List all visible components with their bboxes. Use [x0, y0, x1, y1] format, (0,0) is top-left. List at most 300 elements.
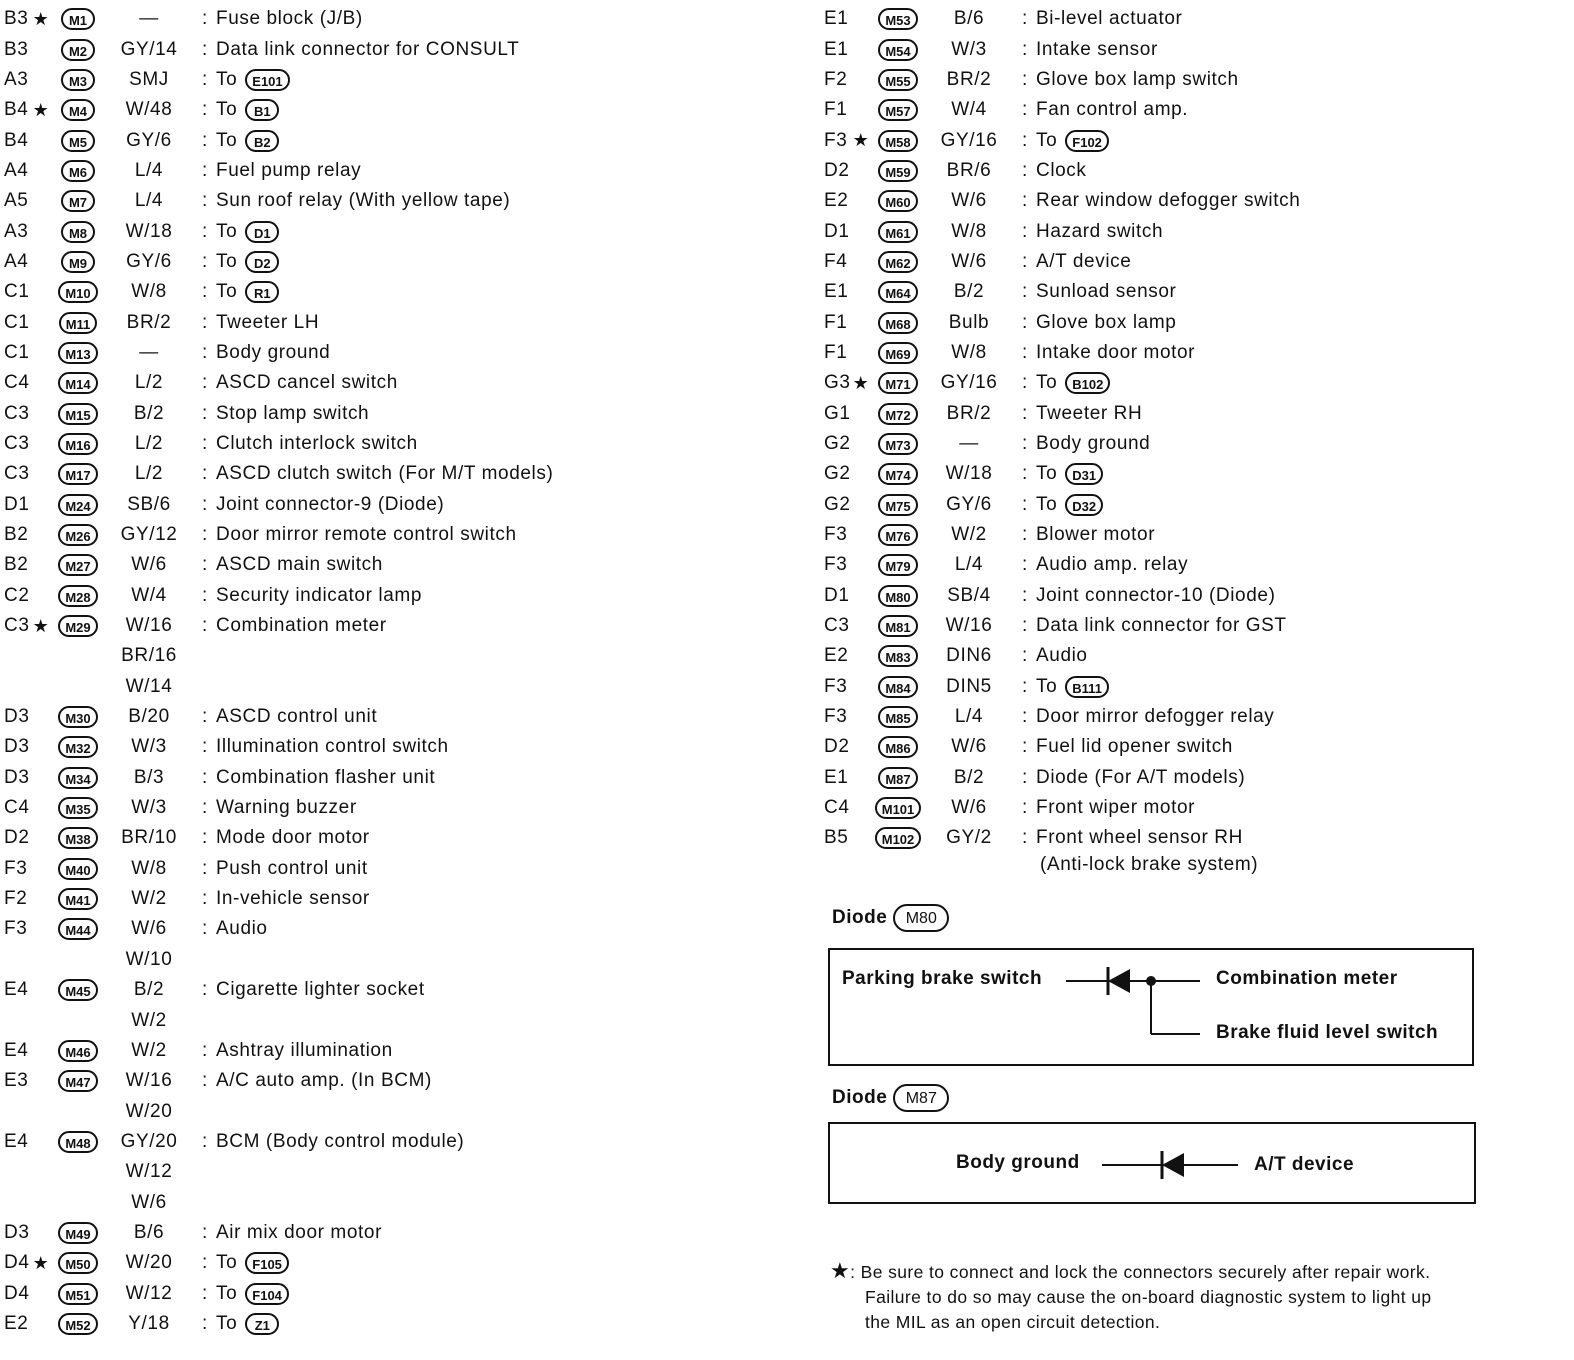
separator: : — [1022, 341, 1028, 363]
connector-badge: M55 — [878, 69, 917, 91]
description-text: Door mirror remote control switch — [216, 524, 517, 546]
grid-location: F2 — [4, 888, 28, 910]
connector-row — [824, 550, 1564, 580]
separator: : — [202, 888, 208, 910]
wire-spec: GY/14 — [120, 38, 178, 60]
separator: : — [202, 615, 208, 637]
wire-spec: W/14 — [125, 675, 173, 697]
connector-badge: M28 — [58, 585, 97, 607]
grid-location: B5 — [824, 827, 849, 849]
connector-badge-wrap — [872, 8, 924, 30]
connector-badge-wrap — [52, 1222, 104, 1244]
connector-description — [216, 160, 361, 182]
connector-description — [1036, 645, 1088, 667]
connector-row — [824, 95, 1564, 125]
connector-row — [824, 156, 1564, 186]
grid-location: F2 — [824, 68, 848, 90]
grid-location: F3 — [4, 918, 28, 940]
connector-row — [4, 823, 804, 853]
wire-spec: Y/18 — [128, 1312, 170, 1334]
separator: : — [202, 190, 208, 212]
connector-badge: M68 — [878, 312, 917, 334]
connector-row — [824, 307, 1564, 337]
grid-location: F1 — [824, 311, 848, 333]
separator: : — [202, 1252, 208, 1274]
wire-spec: W/16 — [945, 615, 993, 637]
connector-badge-wrap — [52, 312, 104, 334]
connector-row — [4, 641, 804, 671]
connector-badge: M41 — [58, 888, 97, 910]
connector-row — [4, 247, 804, 277]
separator: : — [1022, 250, 1028, 272]
grid-location: B4 — [4, 129, 29, 151]
connector-badge-wrap — [52, 1040, 104, 1062]
grid-location: F3 — [4, 857, 28, 879]
connector-row — [4, 854, 804, 884]
description-text: To — [216, 129, 238, 151]
description-text: Combination flasher unit — [216, 766, 436, 788]
grid-location: C1 — [4, 341, 30, 363]
wire-spec: W/2 — [131, 888, 167, 910]
description-text: Clutch interlock switch — [216, 432, 418, 454]
wire-spec: W/18 — [945, 463, 993, 485]
connector-badge: M75 — [878, 494, 917, 516]
description-text: ASCD clutch switch (For M/T models) — [216, 463, 554, 485]
diode-m80-title — [832, 904, 949, 932]
connector-description — [216, 312, 319, 334]
description-text: A/C auto amp. (In BCM) — [216, 1070, 432, 1092]
diode-m87-title — [832, 1084, 949, 1112]
separator: : — [1022, 68, 1028, 90]
connector-row — [4, 945, 804, 975]
target-connector-badge: Z1 — [245, 1313, 279, 1335]
connector-badge: M30 — [58, 706, 97, 728]
connector-description — [1036, 615, 1287, 637]
wire-spec: B/2 — [953, 281, 985, 303]
connector-badge: M11 — [59, 312, 98, 334]
connector-badge-wrap — [872, 221, 924, 243]
connector-description — [216, 251, 279, 273]
connector-badge: M86 — [878, 736, 917, 758]
separator: : — [1022, 797, 1028, 819]
separator: : — [1022, 129, 1028, 151]
connector-badge: M50 — [58, 1252, 97, 1274]
connector-row — [824, 186, 1564, 216]
grid-location: E1 — [824, 766, 849, 788]
connector-row — [824, 4, 1564, 34]
connector-description — [216, 463, 553, 485]
connector-row — [824, 611, 1564, 641]
connector-badge: M58 — [878, 130, 917, 152]
connector-row — [4, 550, 804, 580]
wire-spec: GY/6 — [946, 493, 992, 515]
connector-row — [4, 459, 804, 489]
body-ground-label: Body ground — [956, 1152, 1080, 1173]
connector-description — [216, 706, 377, 728]
connector-row — [4, 186, 804, 216]
separator: : — [202, 827, 208, 849]
connector-badge-wrap — [872, 160, 924, 182]
connector-row — [4, 1218, 804, 1248]
grid-location: B3 — [4, 8, 29, 30]
connector-row — [4, 4, 804, 34]
grid-location: D4 — [4, 1282, 30, 1304]
connector-badge-wrap — [52, 918, 104, 940]
connector-description — [216, 1040, 393, 1062]
target-connector-badge: R1 — [245, 281, 279, 303]
wire-spec: GY/6 — [126, 250, 172, 272]
brake-fluid-level-switch-label: Brake fluid level switch — [1216, 1022, 1439, 1043]
diode-m87-connector-badge: M87 — [893, 1084, 949, 1112]
connector-row — [4, 398, 804, 428]
connector-badge-wrap — [52, 736, 104, 758]
connector-description — [216, 342, 330, 364]
separator: : — [1022, 584, 1028, 606]
connector-badge-wrap — [872, 463, 924, 485]
separator: : — [202, 311, 208, 333]
grid-location: C4 — [4, 372, 30, 394]
connector-badge: M69 — [878, 342, 917, 364]
wire-spec: — — [139, 341, 159, 363]
grid-location: B2 — [4, 554, 29, 576]
connector-badge: M61 — [878, 221, 917, 243]
wire-spec: B/6 — [133, 1221, 165, 1243]
connector-badge: M27 — [58, 554, 97, 576]
grid-location: D2 — [824, 159, 850, 181]
note-star-icon: ★ — [830, 1258, 851, 1283]
diode-m80-title-text: Diode — [832, 907, 888, 928]
separator: : — [1022, 8, 1028, 30]
wire-spec: BR/2 — [126, 311, 172, 333]
separator: : — [202, 524, 208, 546]
connector-badge: M62 — [878, 251, 917, 273]
connector-badge: M79 — [878, 554, 917, 576]
diode-m87-box — [828, 1122, 1476, 1204]
connector-badge-wrap — [52, 888, 104, 910]
grid-location: C1 — [4, 311, 30, 333]
connector-badge: M102 — [875, 827, 922, 849]
connector-badge: M29 — [58, 615, 97, 637]
connector-badge-wrap — [872, 433, 924, 455]
target-connector-badge: D32 — [1065, 494, 1103, 516]
connector-row — [824, 247, 1564, 277]
connector-badge: M2 — [61, 39, 95, 61]
description-text: Data link connector for CONSULT — [216, 38, 520, 60]
wire-spec: L/4 — [134, 159, 164, 181]
wire-spec: W/12 — [125, 1161, 173, 1183]
connector-description — [1036, 554, 1188, 576]
separator: : — [202, 281, 208, 303]
connector-row — [4, 520, 804, 550]
grid-location: C2 — [4, 584, 30, 606]
diode-m87-symbol — [828, 1122, 1476, 1204]
grid-location: E1 — [824, 8, 849, 30]
grid-location: C3 — [4, 615, 30, 637]
connector-badge-wrap — [52, 1252, 104, 1274]
connector-row — [824, 65, 1564, 95]
wire-spec: L/4 — [134, 190, 164, 212]
description-text: BCM (Body control module) — [216, 1130, 465, 1152]
repair-note — [830, 1258, 1432, 1335]
connector-badge-wrap — [872, 706, 924, 728]
grid-location: D1 — [824, 584, 850, 606]
wire-spec: GY/6 — [126, 129, 172, 151]
right-extra-line: (Anti-lock brake system) — [1040, 854, 1259, 875]
connector-row — [824, 641, 1564, 671]
connector-badge: M7 — [61, 190, 95, 212]
separator: : — [1022, 736, 1028, 758]
grid-location: C3 — [4, 463, 30, 485]
connector-badge: M5 — [61, 130, 95, 152]
grid-location: B3 — [4, 38, 29, 60]
separator: : — [202, 979, 208, 1001]
connector-row — [4, 34, 804, 64]
connector-description — [1036, 433, 1150, 455]
description-text: Door mirror defogger relay — [1036, 706, 1275, 728]
description-text: Body ground — [216, 341, 331, 363]
connector-description — [1036, 190, 1300, 212]
connector-badge-wrap — [872, 797, 924, 819]
separator: : — [202, 372, 208, 394]
connector-row — [4, 914, 804, 944]
separator: : — [1022, 281, 1028, 303]
left-connector-list — [4, 4, 804, 1339]
connector-badge: M73 — [878, 433, 917, 455]
connector-description — [216, 99, 279, 121]
grid-location: D1 — [4, 493, 30, 515]
grid-location: C3 — [4, 432, 30, 454]
connector-badge: M54 — [878, 39, 917, 61]
connector-badge-wrap — [52, 130, 104, 152]
connector-badge-wrap — [52, 767, 104, 789]
separator: : — [1022, 645, 1028, 667]
connector-badge: M17 — [58, 463, 97, 485]
description-text: Joint connector-10 (Diode) — [1036, 584, 1276, 606]
wire-spec: W/8 — [951, 220, 987, 242]
connector-badge: M6 — [61, 160, 95, 182]
wire-spec: W/6 — [951, 190, 987, 212]
connector-description — [1036, 8, 1182, 30]
description-text: Audio — [1036, 645, 1088, 667]
note-line-3: the MIL as an open circuit detection. — [865, 1312, 1161, 1332]
connector-description — [1036, 403, 1142, 425]
star-icon: ★ — [32, 8, 50, 29]
separator: : — [1022, 159, 1028, 181]
connector-badge-wrap — [52, 160, 104, 182]
target-connector-badge: F102 — [1065, 130, 1109, 152]
description-text: Warning buzzer — [216, 797, 357, 819]
connector-badge: M13 — [58, 342, 97, 364]
connector-badge-wrap — [52, 1283, 104, 1305]
grid-location: F3 — [824, 524, 848, 546]
description-text: Security indicator lamp — [216, 584, 422, 606]
connector-row — [824, 216, 1564, 246]
wire-spec: W/3 — [131, 736, 167, 758]
connector-badge-wrap — [872, 251, 924, 273]
connector-description — [216, 767, 435, 789]
grid-location: E1 — [824, 281, 849, 303]
connector-row — [4, 884, 804, 914]
wire-spec: B/2 — [953, 766, 985, 788]
parking-brake-switch-label: Parking brake switch — [842, 968, 1043, 989]
connector-row — [824, 459, 1564, 489]
connector-description — [216, 736, 449, 758]
connector-description — [216, 1070, 432, 1092]
wire-spec: W/8 — [131, 857, 167, 879]
grid-location: F3 — [824, 554, 848, 576]
connector-description — [216, 281, 279, 303]
separator: : — [1022, 493, 1028, 515]
separator: : — [202, 584, 208, 606]
connector-badge: M26 — [58, 524, 97, 546]
connector-badge-wrap — [52, 372, 104, 394]
connector-badge-wrap — [52, 403, 104, 425]
connector-badge: M14 — [58, 372, 97, 394]
connector-row — [4, 763, 804, 793]
grid-location: A5 — [4, 190, 29, 212]
connector-row — [4, 95, 804, 125]
grid-location: D3 — [4, 1221, 30, 1243]
connector-description — [1036, 281, 1176, 303]
connector-description — [1036, 130, 1109, 152]
connector-badge-wrap — [52, 8, 104, 30]
connector-badge: M35 — [58, 797, 97, 819]
wire-spec: GY/16 — [940, 372, 998, 394]
grid-location: B2 — [4, 524, 29, 546]
wire-spec: BR/16 — [121, 645, 177, 667]
connector-description — [1036, 342, 1195, 364]
connector-description — [1036, 524, 1155, 546]
connector-badge: M87 — [878, 767, 917, 789]
connector-badge-wrap — [872, 190, 924, 212]
wire-spec: BR/2 — [946, 402, 992, 424]
separator: : — [202, 1130, 208, 1152]
description-text: Stop lamp switch — [216, 402, 370, 424]
separator: : — [1022, 402, 1028, 424]
connector-description — [216, 1222, 382, 1244]
connector-row — [824, 520, 1564, 550]
wire-spec: DIN5 — [946, 675, 992, 697]
description-text: Audio amp. relay — [1036, 554, 1189, 576]
connector-row — [824, 277, 1564, 307]
description-text: Fuel pump relay — [216, 159, 362, 181]
connector-badge-wrap — [52, 827, 104, 849]
connector-row — [4, 1005, 804, 1035]
target-connector-badge: F105 — [245, 1252, 289, 1274]
connector-description — [1036, 251, 1131, 273]
wire-spec: DIN6 — [946, 645, 992, 667]
description-text: Air mix door motor — [216, 1221, 383, 1243]
note-line-2: Failure to do so may cause the on-board diagnostic system to light up — [865, 1287, 1432, 1307]
connector-badge: M3 — [61, 69, 95, 91]
connector-description — [216, 888, 370, 910]
connector-row — [824, 125, 1564, 155]
separator: : — [1022, 675, 1028, 697]
connector-badge: M53 — [878, 8, 917, 30]
description-text: To — [216, 1282, 238, 1304]
connector-badge-wrap — [872, 69, 924, 91]
description-text: Cigarette lighter socket — [216, 979, 425, 1001]
connector-description — [216, 69, 290, 91]
connector-badge: M60 — [878, 190, 917, 212]
connector-row — [4, 277, 804, 307]
connector-badge-wrap — [52, 494, 104, 516]
connector-badge: M40 — [58, 858, 97, 880]
connector-badge: M9 — [61, 251, 95, 273]
description-text: ASCD main switch — [216, 554, 383, 576]
grid-location: D2 — [824, 736, 850, 758]
grid-location: G3 — [824, 372, 851, 394]
separator: : — [202, 99, 208, 121]
connector-row — [824, 398, 1564, 428]
wire-spec: B/2 — [133, 402, 165, 424]
connector-row — [824, 581, 1564, 611]
grid-location: D4 — [4, 1252, 30, 1274]
connector-badge-wrap — [52, 554, 104, 576]
description-text: Data link connector for GST — [1036, 615, 1287, 637]
separator: : — [202, 1070, 208, 1092]
connector-row — [4, 1278, 804, 1308]
connector-row — [824, 490, 1564, 520]
separator: : — [202, 736, 208, 758]
connector-badge-wrap — [872, 39, 924, 61]
connector-badge-wrap — [872, 585, 924, 607]
connector-badge-wrap — [872, 130, 924, 152]
connector-badge: M84 — [878, 676, 917, 698]
wire-spec: W/6 — [951, 250, 987, 272]
wire-spec: Bulb — [948, 311, 990, 333]
description-text: Combination meter — [216, 615, 387, 637]
separator: : — [1022, 311, 1028, 333]
connector-badge-wrap — [872, 524, 924, 546]
connector-badge-wrap — [52, 1313, 104, 1335]
wire-spec: W/3 — [951, 38, 987, 60]
grid-location: E2 — [4, 1312, 29, 1334]
connector-badge: M4 — [61, 99, 95, 121]
at-device-label: A/T device — [1254, 1154, 1355, 1175]
connector-description — [1036, 827, 1243, 849]
connector-badge-wrap — [52, 585, 104, 607]
wire-spec: W/6 — [951, 736, 987, 758]
grid-location: E1 — [824, 38, 849, 60]
connector-row — [4, 368, 804, 398]
connector-badge-wrap — [52, 463, 104, 485]
connector-description — [216, 1131, 464, 1153]
separator: : — [202, 1282, 208, 1304]
description-text: To — [216, 68, 238, 90]
connector-badge: M46 — [58, 1040, 97, 1062]
connector-badge-wrap — [52, 251, 104, 273]
connector-description — [216, 524, 517, 546]
connector-description — [216, 39, 519, 61]
separator: : — [202, 918, 208, 940]
description-text: Push control unit — [216, 857, 368, 879]
wire-spec: GY/12 — [120, 524, 178, 546]
connector-row — [824, 672, 1564, 702]
connector-badge-wrap — [52, 797, 104, 819]
wire-spec: W/6 — [131, 554, 167, 576]
connector-badge-wrap — [52, 1070, 104, 1092]
separator: : — [202, 1312, 208, 1334]
wire-spec: W/8 — [951, 341, 987, 363]
grid-location: A3 — [4, 68, 29, 90]
description-text: Fuse block (J/B) — [216, 8, 363, 30]
description-text: Intake door motor — [1036, 341, 1196, 363]
description-text: Hazard switch — [1036, 220, 1164, 242]
connector-description — [216, 1252, 289, 1274]
target-connector-badge: B2 — [245, 130, 279, 152]
star-icon: ★ — [852, 130, 870, 151]
